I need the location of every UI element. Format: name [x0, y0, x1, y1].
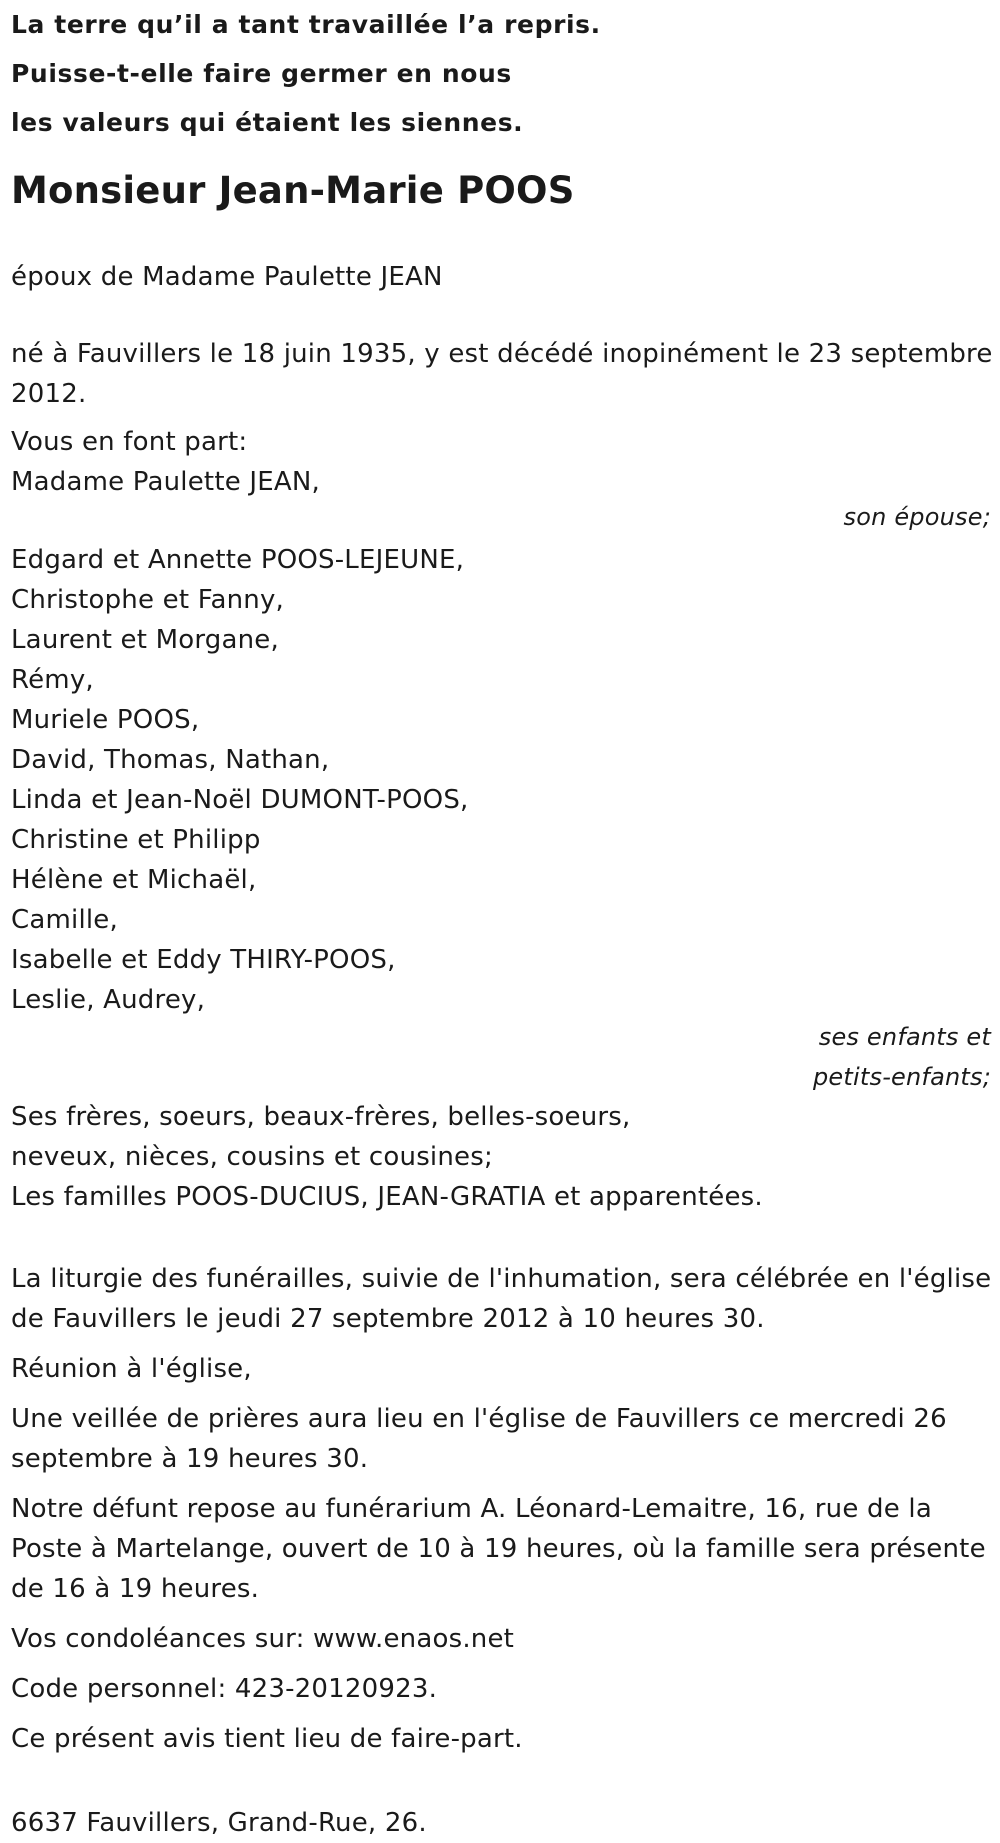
- epitaph-line: La terre qu’il a tant travaillée l’a repris.: [11, 10, 601, 39]
- address-line: 6637 Fauvillers, Grand-Rue, 26.: [11, 1808, 427, 1838]
- obituary-notice: [11, 0, 995, 1843]
- list-item: Christine et Philipp: [11, 825, 261, 855]
- list-item: Laurent et Morgane,: [11, 625, 279, 655]
- personal-code: Code personnel: 423-20120923.: [11, 1674, 438, 1704]
- list-item: Rémy,: [11, 665, 94, 695]
- list-item: David, Thomas, Nathan,: [11, 745, 330, 775]
- spouse-line: époux de Madame Paulette JEAN: [11, 262, 443, 292]
- list-item: Hélène et Michaël,: [11, 865, 257, 895]
- list-item: Muriele POOS,: [11, 705, 200, 735]
- relatives-line: neveux, nièces, cousins et cousines;: [11, 1142, 493, 1172]
- list-item: Christophe et Fanny,: [11, 585, 285, 615]
- funeral-details: La liturgie des funérailles, suivie de l'inhumation, sera célébrée en l'église de Fauvillers le jeudi 27 septembre 2012 à 10 heures 30.: [11, 1264, 992, 1334]
- list-item: Edgard et Annette POOS-LEJEUNE,: [11, 545, 465, 575]
- wife-name: Madame Paulette JEAN,: [11, 467, 320, 497]
- relatives-block: [11, 1097, 995, 1217]
- children-list: [11, 540, 995, 1020]
- list-item: Linda et Jean-Noël DUMONT-POOS,: [11, 785, 469, 815]
- wife-role: son épouse;: [843, 503, 991, 531]
- relatives-line: Les familles POOS-DUCIUS, JEAN-GRATIA et apparentées.: [11, 1182, 763, 1212]
- list-item: Isabelle et Eddy THIRY-POOS,: [11, 945, 396, 975]
- condolences-line: Vos condoléances sur: www.enaos.net: [11, 1624, 515, 1654]
- children-role: petits-enfants;: [813, 1063, 991, 1091]
- children-role: ses enfants et: [818, 1023, 991, 1051]
- rest-details: Notre défunt repose au funérarium A. Léonard-Lemaitre, 16, rue de la Poste à Martelange, ouvert de 10 à 19 heures, où la famille sera présente de 16 à 19 heures.: [11, 1494, 986, 1604]
- relatives-line: Ses frères, soeurs, beaux-frères, belles-soeurs,: [11, 1102, 631, 1132]
- meeting-details: Réunion à l'église,: [11, 1354, 252, 1384]
- epitaph-line: les valeurs qui étaient les siennes.: [11, 108, 524, 137]
- epitaph-line: Puisse-t-elle faire germer en nous: [11, 59, 512, 88]
- vigil-details: Une veillée de prières aura lieu en l'église de Fauvillers ce mercredi 26 septembre à 19 heures 30.: [11, 1404, 947, 1474]
- birth-death-line: né à Fauvillers le 18 juin 1935, y est décédé inopinément le 23 septembre 2012.: [11, 339, 993, 409]
- deceased-name: Monsieur Jean-Marie POOS: [11, 169, 575, 212]
- list-item: Leslie, Audrey,: [11, 985, 206, 1015]
- announce-intro: Vous en font part:: [11, 427, 248, 457]
- list-item: Camille,: [11, 905, 118, 935]
- notice-line: Ce présent avis tient lieu de faire-part.: [11, 1724, 523, 1754]
- epitaph-poem: [11, 0, 995, 155]
